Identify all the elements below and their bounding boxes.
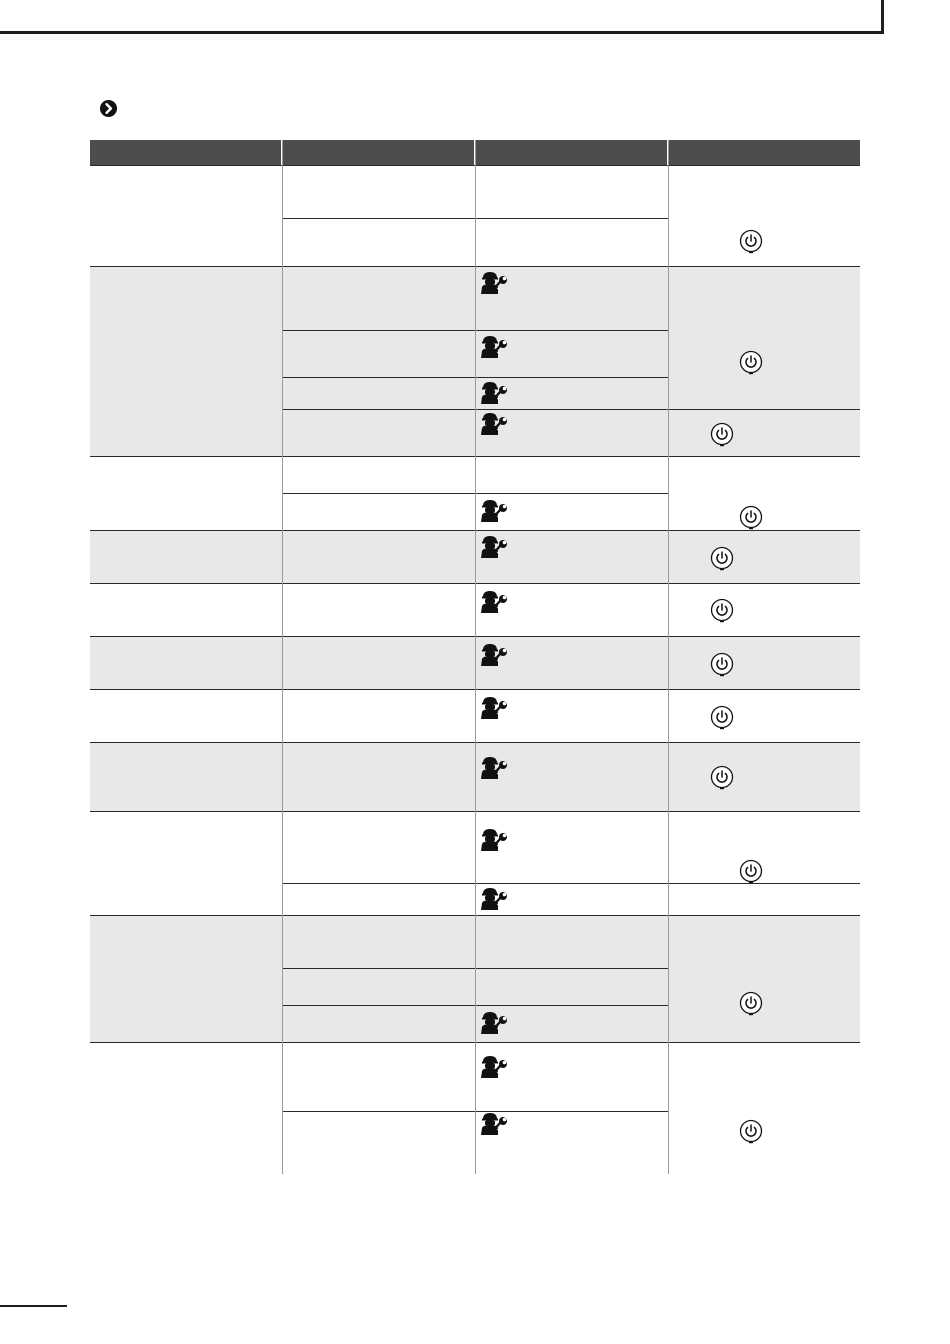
table-cell xyxy=(669,1042,860,1174)
column-divider xyxy=(282,140,283,1174)
technician-wrench-icon xyxy=(480,335,508,359)
top-rule-corner xyxy=(881,0,884,34)
chevron-right-circle-icon xyxy=(99,99,118,118)
power-button-icon xyxy=(739,505,763,531)
table-cell xyxy=(90,1042,283,1174)
table-header-cell xyxy=(283,140,474,165)
table-cell xyxy=(669,530,860,583)
top-rule xyxy=(0,31,883,34)
power-button-icon xyxy=(739,1119,763,1145)
table-cell xyxy=(669,583,860,636)
table-cell xyxy=(283,1111,476,1174)
table-cell xyxy=(283,266,476,330)
table-cell xyxy=(283,811,476,883)
table-cell xyxy=(283,1042,476,1111)
table-cell xyxy=(476,968,669,1005)
table-cell xyxy=(283,915,476,968)
table-cell xyxy=(283,968,476,1005)
power-button-icon xyxy=(739,991,763,1017)
technician-wrench-icon xyxy=(480,271,508,295)
table-cell xyxy=(283,689,476,742)
table-cell xyxy=(283,742,476,811)
technician-wrench-icon xyxy=(480,1112,508,1136)
table-cell xyxy=(283,883,476,915)
power-button-icon xyxy=(710,422,734,448)
table-cell xyxy=(283,218,476,266)
table-cell xyxy=(90,915,283,1042)
table-cell xyxy=(283,1005,476,1042)
table-cell xyxy=(476,218,669,266)
technician-wrench-icon xyxy=(480,1011,508,1035)
table-cell xyxy=(283,377,476,409)
power-button-icon xyxy=(710,546,734,572)
table-cell xyxy=(90,583,283,636)
technician-wrench-icon xyxy=(480,1055,508,1079)
troubleshooting-table xyxy=(90,140,860,1174)
table-cell xyxy=(669,266,860,409)
table-cell xyxy=(476,456,669,493)
table-cell xyxy=(669,165,860,266)
table-cell xyxy=(283,530,476,583)
power-button-icon xyxy=(739,350,763,376)
technician-wrench-icon xyxy=(480,696,508,720)
table-cell xyxy=(90,689,283,742)
table-cell xyxy=(669,883,860,915)
technician-wrench-icon xyxy=(480,828,508,852)
table-cell xyxy=(90,456,283,530)
table-cell xyxy=(283,330,476,377)
power-button-icon xyxy=(710,598,734,624)
table-cell xyxy=(90,811,283,915)
table-cell xyxy=(90,165,283,266)
technician-wrench-icon xyxy=(480,887,508,911)
table-cell xyxy=(283,583,476,636)
column-divider xyxy=(668,140,669,1174)
table-cell xyxy=(283,636,476,689)
table-cell xyxy=(669,811,860,883)
table-cell xyxy=(90,266,283,456)
table-cell xyxy=(90,530,283,583)
table-cell xyxy=(669,689,860,742)
table-cell xyxy=(476,165,669,218)
table-cell xyxy=(283,409,476,456)
technician-wrench-icon xyxy=(480,643,508,667)
table-header-cell xyxy=(669,140,860,165)
power-button-icon xyxy=(739,229,763,255)
column-divider xyxy=(475,140,476,1174)
power-button-icon xyxy=(710,765,734,791)
technician-wrench-icon xyxy=(480,381,508,405)
table-cell xyxy=(669,636,860,689)
technician-wrench-icon xyxy=(480,499,508,523)
table-cell xyxy=(283,456,476,493)
table-cell xyxy=(669,456,860,530)
power-button-icon xyxy=(739,859,763,885)
technician-wrench-icon xyxy=(480,412,508,436)
technician-wrench-icon xyxy=(480,756,508,780)
power-button-icon xyxy=(710,705,734,731)
technician-wrench-icon xyxy=(480,535,508,559)
power-button-icon xyxy=(710,652,734,678)
table-cell xyxy=(90,742,283,811)
table-cell xyxy=(283,165,476,218)
bottom-rule xyxy=(0,1305,67,1307)
table-cell xyxy=(90,636,283,689)
table-cell xyxy=(283,493,476,530)
table-cell xyxy=(669,742,860,811)
technician-wrench-icon xyxy=(480,590,508,614)
table-header-cell xyxy=(476,140,667,165)
table-header-cell xyxy=(90,140,281,165)
table-cell xyxy=(476,915,669,968)
table-cell xyxy=(669,409,860,456)
table-cell xyxy=(669,915,860,1042)
